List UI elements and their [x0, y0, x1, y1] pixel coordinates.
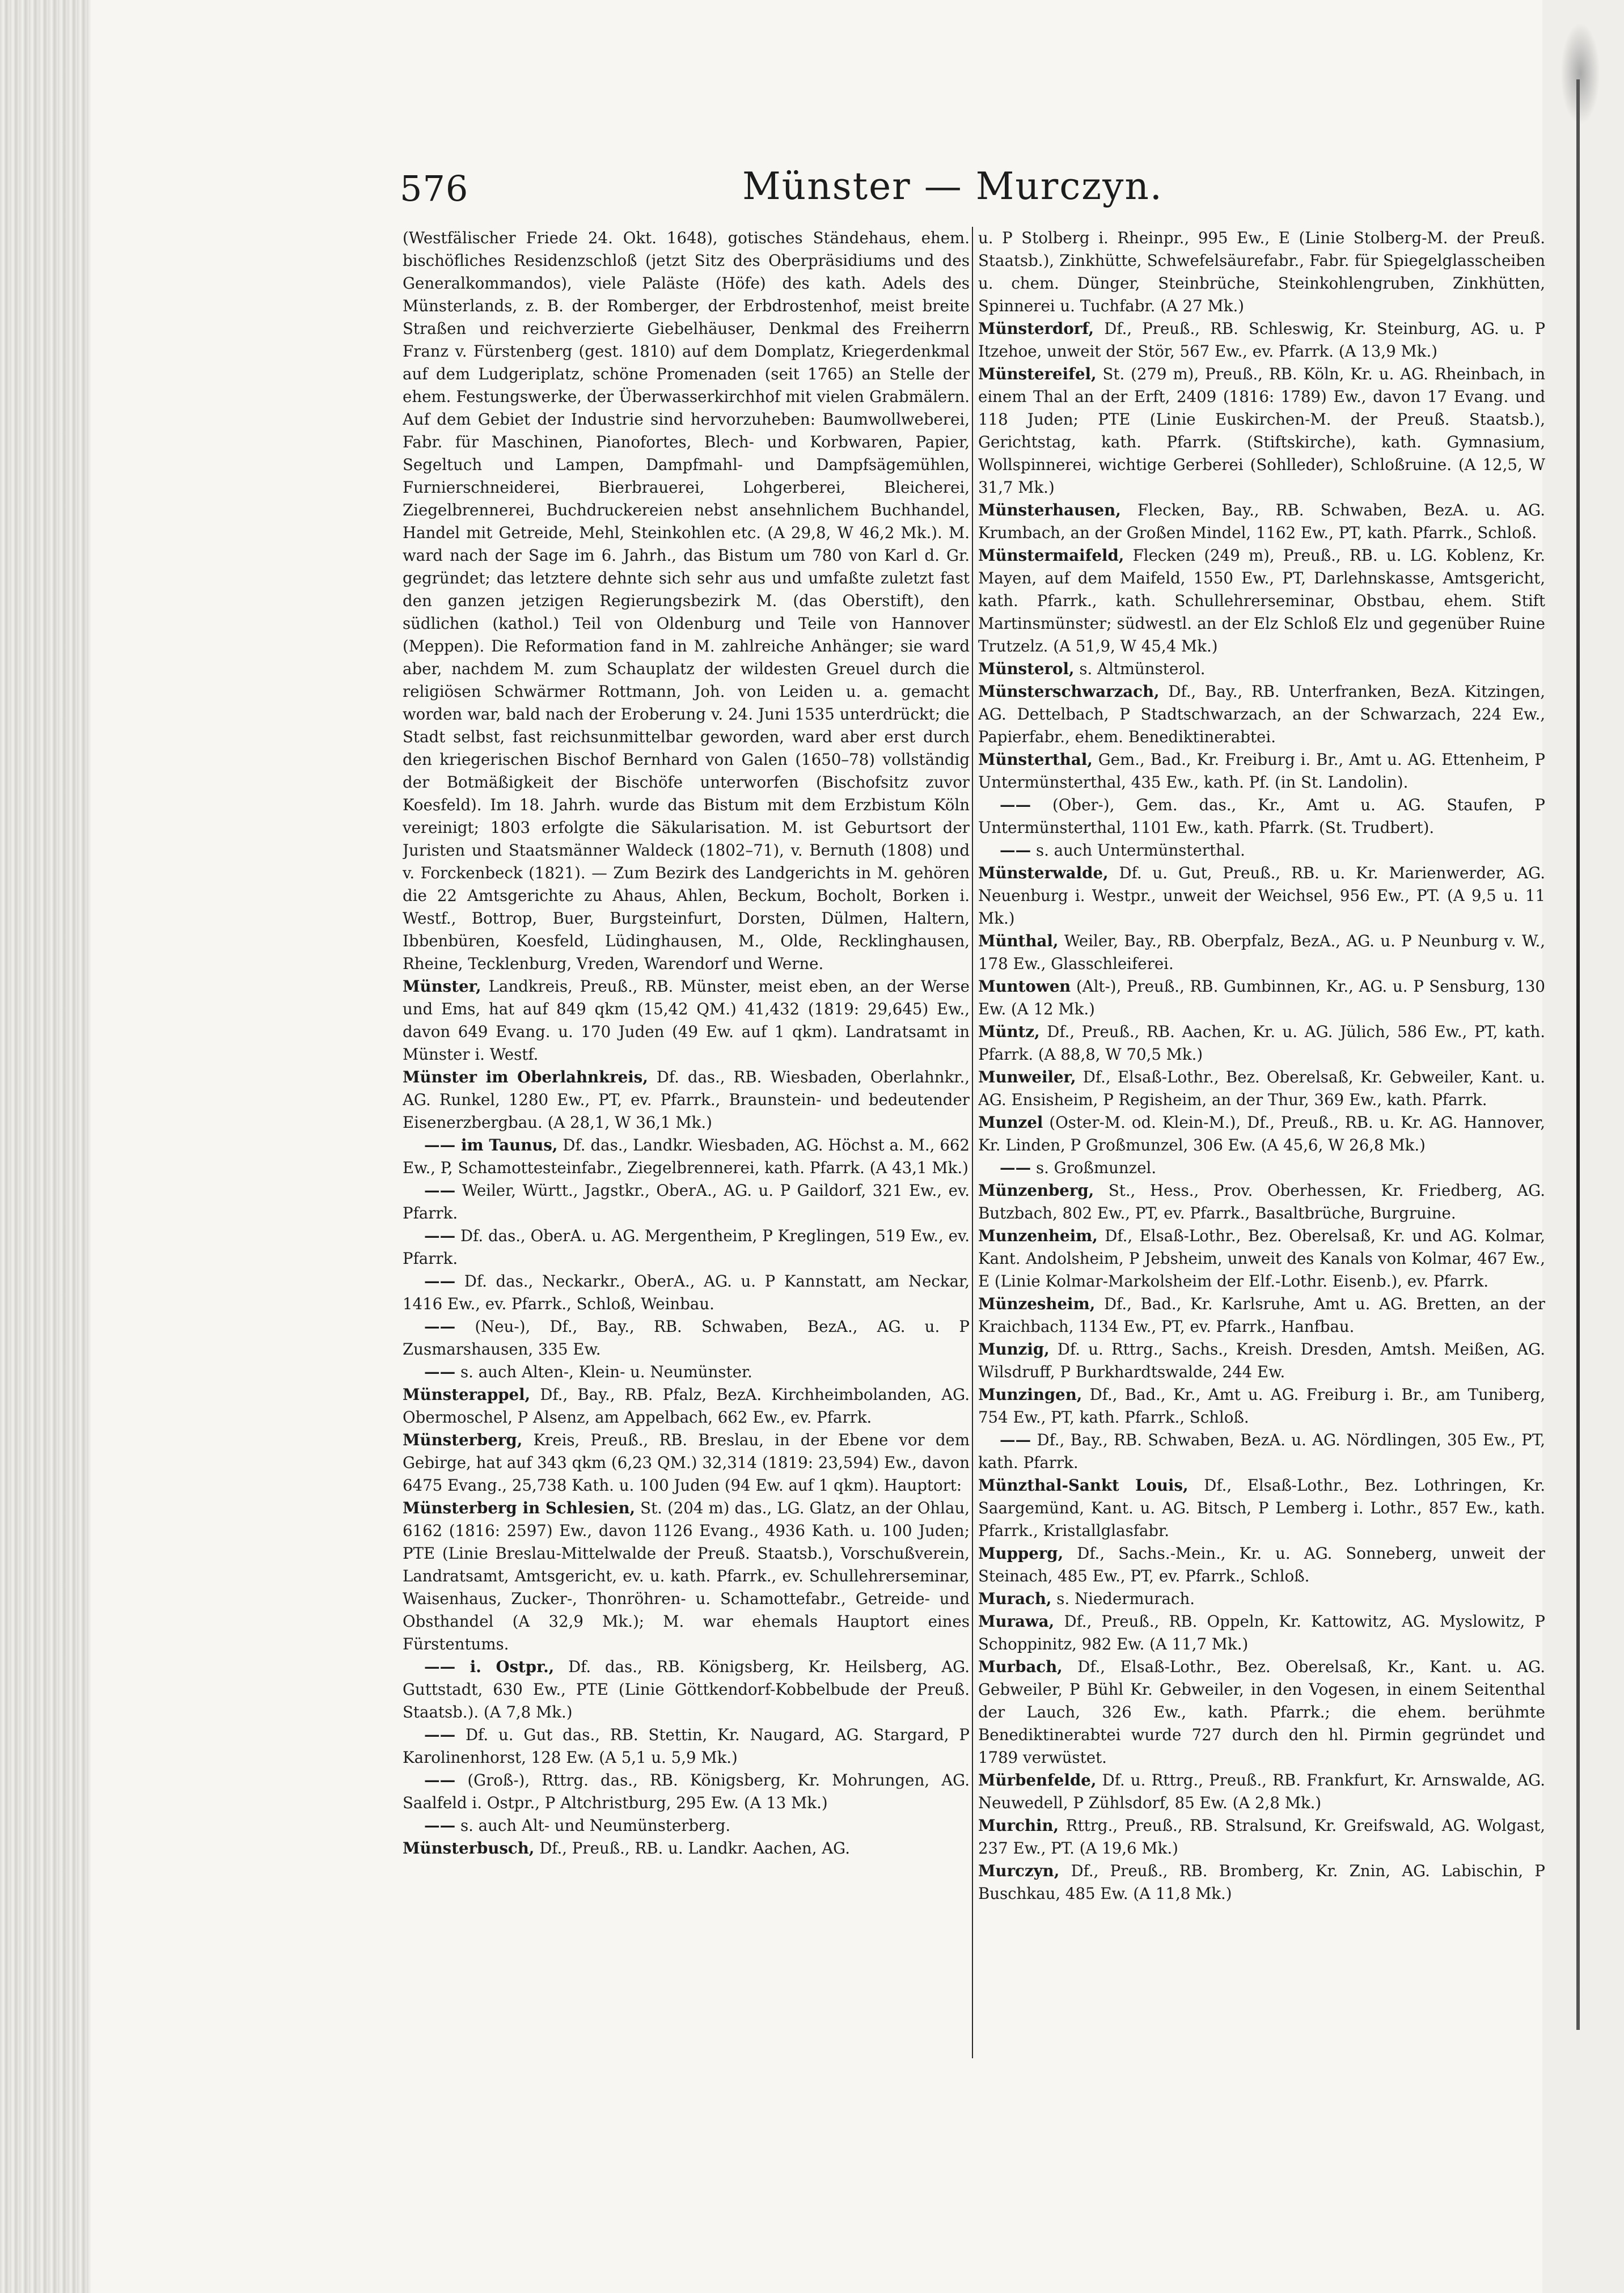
scan-binding-shadow: [0, 0, 91, 2293]
entry-text: Df., Bay., RB. Schwaben, BezA. u. AG. Nördlingen, 305 Ew., PT, kath. Pfarrk.: [978, 1431, 1545, 1472]
dictionary-entry: [978, 499, 1545, 544]
dictionary-entry: [978, 1021, 1545, 1066]
running-head: Münster — Murczyn.: [742, 164, 1163, 208]
entry-headword: ——: [424, 1771, 456, 1789]
entry-headword: ——: [424, 1181, 456, 1200]
entry-headword: ——: [424, 1725, 456, 1744]
entry-text: u. P Stolberg i. Rheinpr., 995 Ew., E (Linie Stolberg-M. der Preuß. Staatsb.), Zinkhütte, Schwefelsäurefabr., Fabr. für Spiegelglasscheiben u. chem. Dünger, Steinbrüche, Steinkohlengruben, Zinkhütten, Spinnerei u. Tuchfabr. (A 27 Mk.): [978, 229, 1545, 315]
dictionary-entry: [978, 544, 1545, 658]
entry-headword: Münsterol,: [978, 659, 1075, 678]
entry-text: Flecken (249 m), Preuß., RB. u. LG. Koblenz, Kr. Mayen, auf dem Maifeld, 1550 Ew., PT, Darlehnskasse, Amtsgericht, kath. Pfarrk., kath. Schullehrerseminar, Obstbau, ehem. Stift Martinsmünster; südwestl. an der Elz Schloß Elz und gegenüber Ruine Trutzelz. (A 51,9, W 45,4 Mk.): [978, 546, 1545, 655]
entry-text: Df. u. Rttrg., Preuß., RB. Frankfurt, Kr. Arnswalde, AG. Neuwedell, P Zühlsdorf, 85 Ew. (A 2,8 Mk.): [978, 1771, 1545, 1812]
dictionary-entry: [403, 227, 970, 975]
entry-text: (Alt-), Preuß., RB. Gumbinnen, Kr., AG. u. P Sensburg, 130 Ew. (A 12 Mk.): [978, 977, 1545, 1018]
entry-text: s. auch Untermünsterthal.: [1035, 841, 1245, 860]
dictionary-entry: [403, 1384, 970, 1429]
entry-text: Df. das., Neckarkr., OberA., AG. u. P Kannstatt, am Neckar, 1416 Ew., ev. Pfarrk., Schloß, Weinbau.: [403, 1272, 970, 1313]
entry-headword: Münthal,: [978, 932, 1059, 950]
dictionary-entry: [978, 748, 1545, 794]
dictionary-entry: [978, 1225, 1545, 1293]
entry-text: Flecken, Bay., RB. Schwaben, BezA. u. AG. Krumbach, an der Großen Mindel, 1162 Ew., PT, kath. Pfarrk., Schloß.: [978, 501, 1545, 542]
entry-headword: Münsterappel,: [403, 1385, 531, 1404]
entry-text: Landkreis, Preuß., RB. Münster, meist eben, an der Werse und Ems, hat auf 849 qkm (15,42 QM.) 41,432 (1819: 29,645) Ew., davon 649 Evang. u. 170 Juden (49 Ew. auf 1 qkm). Landratsamt in Münster i. Westf.: [403, 977, 970, 1064]
entry-text: s. Niedermurach.: [1056, 1589, 1195, 1608]
entry-text: Df., Bad., Kr., Amt u. AG. Freiburg i. Br., am Tuniberg, 754 Ew., PT, kath. Pfarrk., Schloß.: [978, 1385, 1545, 1427]
entry-text: Df. das., RB. Wiesbaden, Oberlahnkr., AG. Runkel, 1280 Ew., PT, ev. Pfarrk., Braunstein- und bedeutender Eisenerzbergbau. (A 28,1, W 36,1 Mk.): [403, 1068, 970, 1132]
entry-text: Df., Bay., RB. Pfalz, BezA. Kirchheimbolanden, AG. Obermoschel, P Alsenz, am Appelbach, 662 Ew., ev. Pfarrk.: [403, 1385, 970, 1427]
entry-headword: Münsterberg,: [403, 1431, 523, 1449]
entry-text: St., Hess., Prov. Oberhessen, Kr. Friedberg, AG. Butzbach, 802 Ew., PT, ev. Pfarrk., Basaltbrüche, Burgruine.: [978, 1181, 1545, 1222]
dictionary-entry: [403, 1225, 970, 1270]
entry-headword: Münstermaifeld,: [978, 546, 1124, 565]
entry-headword: ——: [424, 1226, 456, 1245]
entry-text: s. auch Alt- und Neumünsterberg.: [460, 1816, 731, 1835]
entry-text: Df. u. Gut, Preuß., RB. u. Kr. Marienwerder, AG. Neuenburg i. Westpr., unweit der Weichsel, 956 Ew., PT. (A 9,5 u. 11 Mk.): [978, 864, 1545, 928]
entry-text: Gem., Bad., Kr. Freiburg i. Br., Amt u. AG. Ettenheim, P Untermünsterthal, 435 Ew., kath. Pf. (in St. Landolin).: [978, 750, 1545, 792]
dictionary-entry: [978, 930, 1545, 975]
entry-text: Df., Elsaß-Lothr., Bez. Oberelsaß, Kr., Kant. u. AG. Gebweiler, P Bühl Kr. Gebweiler, in den Vogesen, in einem Seitenthal der Lauch, 326 Ew., kath. Pfarrk.; die ehem. berühmte Benediktinerabtei wurde 727 durch den hl. Pirmin gegründet und 1789 verwüstet.: [978, 1657, 1545, 1767]
entry-text: (Groß-), Rttrg. das., RB. Königsberg, Kr. Mohrungen, AG. Saalfeld i. Ostpr., P Altchristburg, 295 Ew. (A 13 Mk.): [403, 1771, 970, 1812]
entry-headword: —— i. Ostpr.,: [424, 1657, 555, 1676]
page-number: 576: [400, 168, 469, 209]
dictionary-entry: [403, 1814, 970, 1837]
entry-text: Weiler, Württ., Jagstkr., OberA., AG. u. P Gaildorf, 321 Ew., ev. Pfarrk.: [403, 1181, 970, 1222]
dictionary-entry: [978, 1384, 1545, 1429]
dictionary-entry: [978, 1814, 1545, 1860]
entry-headword: Müntz,: [978, 1022, 1040, 1041]
entry-headword: Munzig,: [978, 1340, 1050, 1359]
entry-headword: Münzthal-Sankt Louis,: [978, 1476, 1189, 1495]
entry-headword: Münsterthal,: [978, 750, 1093, 769]
dictionary-entry: [978, 975, 1545, 1021]
dictionary-entry: [403, 1134, 970, 1179]
entry-text: Weiler, Bay., RB. Oberpfalz, BezA., AG. u. P Neunburg v. W., 178 Ew., Glasschleiferei.: [978, 932, 1545, 973]
dictionary-entry: [403, 1497, 970, 1656]
entry-headword: Muntowen: [978, 977, 1071, 996]
entry-text: Df., Preuß., RB. Bromberg, Kr. Znin, AG. Labischin, P Buschkau, 485 Ew. (A 11,8 Mk.): [978, 1862, 1545, 1903]
entry-text: Df., Preuß., RB. Schleswig, Kr. Steinburg, AG. u. P Itzehoe, unweit der Stör, 567 Ew., ev. Pfarrk. (A 13,9 Mk.): [978, 319, 1545, 361]
dictionary-entry: [978, 1769, 1545, 1814]
dictionary-entry: [403, 1769, 970, 1814]
dictionary-entry: [403, 1179, 970, 1225]
dictionary-entry: [403, 1429, 970, 1497]
entry-headword: ——: [1000, 841, 1031, 860]
entry-text: Df., Preuß., RB. Aachen, Kr. u. AG. Jülich, 586 Ew., PT, kath. Pfarrk. (A 88,8, W 70,5 Mk.): [978, 1022, 1545, 1064]
entry-text: s. Altmünsterol.: [1079, 659, 1206, 678]
dictionary-entry: [978, 862, 1545, 930]
entry-headword: Münsterhausen,: [978, 501, 1121, 519]
dictionary-entry: [978, 1179, 1545, 1225]
entry-text: St. (204 m) das., LG. Glatz, an der Ohlau, 6162 (1816: 2597) Ew., davon 1126 Evang., 4936 Kath. u. 100 Juden; PTE (Linie Breslau-Mittelwalde der Preuß. Staatsb.), Vorschußverein, Landratsamt, Amtsgericht, ev. u. kath. Pfarrk., ev. Schullehrerseminar, Waisenhaus, Zucker-, Thonröhren- u. Schamottefabr., Getreide- und Obsthandel (A 32,9 Mk.); M. war ehemals Hauptort eines Fürstentums.: [403, 1499, 970, 1653]
entry-text: s. Großmunzel.: [1035, 1158, 1157, 1177]
dictionary-entry: [978, 1542, 1545, 1588]
dictionary-entry: [978, 227, 1545, 318]
dictionary-entry: [403, 975, 970, 1066]
dictionary-entry: [403, 1066, 970, 1134]
scan-edge-smudge: [1560, 23, 1600, 125]
entry-text: Df., Elsaß-Lothr., Bez. Oberelsaß, Kr. und AG. Kolmar, Kant. Andolsheim, P Jebsheim, unweit des Kanals von Kolmar, 467 Ew., E (Linie Kolmar-Markolsheim der Elf.-Lothr. Eisenb.), ev. Pfarrk.: [978, 1226, 1545, 1291]
entry-headword: Munzel: [978, 1113, 1043, 1132]
entry-text: Df., Preuß., RB. u. Landkr. Aachen, AG.: [539, 1839, 851, 1858]
entry-text: (Westfälischer Friede 24. Okt. 1648), gotisches Ständehaus, ehem. bischöfliches Residenzschloß (jetzt Sitz des Oberpräsidiums und des Generalkommandos), viele Paläste (Höfe) des kath. Adels des Münsterlands, z. B. der Romberger, der Erbdrostenhof, meist breite Straßen und reichverzierte Giebelhäuser, Denkmal des Freiherrn Franz v. Fürstenberg (gest. 1810) auf dem Domplatz, Kriegerdenkmal auf dem Ludgeriplatz, schöne Promenaden (seit 1765) an Stelle der ehem. Festungswerke, der Überwasserkirchhof mit vielen Grabmälern. Auf dem Gebiet der Industrie sind hervorzuheben: Baumwollweberei, Fabr. für Maschinen, Pianofortes, Blech- und Korbwaren, Papier, Segeltuch und Lampen, Dampfmahl- und Dampfsägemühlen, Furnierschneiderei, Bierbrauerei, Lohgerberei, Bleicherei, Ziegelbrennerei, Buchdruckereien nebst ansehnlichem Buchhandel, Handel mit Getreide, Mehl, Steinkohlen etc. (A 29,8, W 46,2 Mk.). M. ward nach der Sage im 6. Jahrh., das Bistum um 780 von Karl d. Gr. gegründet; das letztere dehnte sich sehr aus und umfaßte zuletzt fast den ganzen jetzigen Regierungsbezirk M. (das Oberstift), den südlichen (kathol.) Teil von Oldenburg und Teile von Hannover (Meppen). Die Reformation fand in M. zahlreiche Anhänger; sie ward aber, nachdem M. zum Schauplatz der wildesten Greuel durch die religiösen Schwärmer Rottmann, Joh. von Leiden u. a. gemacht worden war, bald nach der Eroberung v. 24. Juni 1535 unterdrückt; die Stadt selbst, fast reichsunmittelbar geworden, ward aber erst durch den kriegerischen Bischof Bernhard von Galen (1650–78) vollständig der Botmäßigkeit der Bischöfe unterworfen (Bischofsitz zuvor Koesfeld). Im 18. Jahrh. wurde das Bistum mit dem Erzbistum Köln vereinigt; 1803 erfolgte die Säkularisation. M. ist Geburtsort der Juristen und Staatsmänner Waldeck (1802–71), v. Bernuth (1808) und v. Forckenbeck (1821). — Zum Bezirk des Landgerichts in M. gehören die 22 Amtsgerichte zu Ahaus, Ahlen, Beckum, Bocholt, Borken i. Westf., Bottrop, Buer, Burgsteinfurt, Dorsten, Dülmen, Haltern, Ibbenbüren, Koesfeld, Lüdinghausen, M., Olde, Recklinghausen, Rheine, Tecklenburg, Vreden, Warendorf und Werne.: [403, 229, 970, 973]
entry-text: Df. u. Gut das., RB. Stettin, Kr. Naugard, AG. Stargard, P Karolinenhorst, 128 Ew. (A 5,1 u. 5,9 Mk.): [403, 1725, 970, 1767]
entry-headword: ——: [1000, 1431, 1031, 1449]
entry-headword: Murchin,: [978, 1816, 1059, 1835]
entry-text: Df., Sachs.-Mein., Kr. u. AG. Sonneberg, unweit der Steinach, 485 Ew., PT, ev. Pfarrk., Schloß.: [978, 1544, 1545, 1585]
entry-text: Df., Bay., RB. Unterfranken, BezA. Kitzingen, AG. Dettelbach, P Stadtschwarzach, an der Schwarzach, 224 Ew., Papierfabr., ehem. Benediktinerabtei.: [978, 682, 1545, 746]
column-rule: [972, 227, 973, 2058]
entry-headword: Munzenheim,: [978, 1226, 1098, 1245]
left-column: [403, 227, 970, 2070]
entry-text: s. auch Alten-, Klein- u. Neumünster.: [460, 1363, 752, 1381]
entry-headword: Münsterbusch,: [403, 1839, 535, 1858]
dictionary-entry: [403, 1361, 970, 1384]
entry-text: Df., Preuß., RB. Oppeln, Kr. Kattowitz, AG. Myslowitz, P Schoppinitz, 982 Ew. (A 11,7 Mk.): [978, 1612, 1545, 1653]
entry-text: (Neu-), Df., Bay., RB. Schwaben, BezA., AG. u. P Zusmarshausen, 335 Ew.: [403, 1317, 970, 1359]
entry-headword: Murach,: [978, 1589, 1052, 1608]
dictionary-entry: [403, 1724, 970, 1769]
dictionary-entry: [403, 1270, 970, 1315]
entry-text: (Oster-M. od. Klein-M.), Df., Preuß., RB. u. Kr. AG. Hannover, Kr. Linden, P Großmunzel, 306 Ew. (A 45,6, W 26,8 Mk.): [978, 1113, 1545, 1154]
entry-headword: Murczyn,: [978, 1862, 1060, 1880]
entry-text: Rttrg., Preuß., RB. Stralsund, Kr. Greifswald, AG. Wolgast, 237 Ew., PT. (A 19,6 Mk.): [978, 1816, 1545, 1858]
entry-headword: Murawa,: [978, 1612, 1055, 1631]
entry-text: St. (279 m), Preuß., RB. Köln, Kr. u. AG. Rheinbach, in einem Thal an der Erft, 2409 (1816: 1789) Ew., davon 17 Evang. und 118 Juden; PTE (Linie Euskirchen-M. der Preuß. Staatsb.), Gerichtstag, kath. Pfarrk. (Stiftskirche), kath. Gymnasium, Wollspinnerei, wichtige Gerberei (Sohlleder), Schloßruine. (A 12,5, W 31,7 Mk.): [978, 365, 1545, 497]
entry-text: Df. u. Rttrg., Sachs., Kreish. Dresden, Amtsh. Meißen, AG. Wilsdruff, P Burkhardtswalde, 244 Ew.: [978, 1340, 1545, 1381]
entry-headword: Munzingen,: [978, 1385, 1082, 1404]
entry-text: Kreis, Preuß., RB. Breslau, in der Ebene vor dem Gebirge, hat auf 343 qkm (6,23 QM.) 32,314 (1819: 23,594) Ew., davon 6475 Evang., 25,738 Kath. u. 100 Juden (94 Ew. auf 1 qkm). Hauptort:: [403, 1431, 970, 1495]
entry-headword: Mürbenfelde,: [978, 1771, 1097, 1789]
entry-text: Df., Elsaß-Lothr., Bez. Lothringen, Kr. Saargemünd, Kant. u. AG. Bitsch, P Lemberg i. Lothr., 857 Ew., kath. Pfarrk., Kristallglasfabr.: [978, 1476, 1545, 1540]
entry-headword: Münzenberg,: [978, 1181, 1094, 1200]
dictionary-entry: [978, 680, 1545, 748]
entry-headword: Murbach,: [978, 1657, 1063, 1676]
entry-headword: Münzesheim,: [978, 1294, 1096, 1313]
dictionary-entry: [978, 1066, 1545, 1111]
entry-headword: ——: [424, 1272, 456, 1291]
entry-headword: Münsterdorf,: [978, 319, 1094, 338]
dictionary-entry: [978, 839, 1545, 862]
entry-headword: ——: [424, 1363, 456, 1381]
right-column: [978, 227, 1545, 2070]
entry-headword: Munweiler,: [978, 1068, 1076, 1086]
dictionary-entry: [978, 1429, 1545, 1474]
dictionary-entry: [978, 1338, 1545, 1384]
dictionary-entry: [978, 794, 1545, 839]
dictionary-entry: [978, 1610, 1545, 1656]
entry-headword: ——: [1000, 1158, 1031, 1177]
dictionary-entry: [978, 1860, 1545, 1905]
entry-headword: Münsterberg in Schlesien,: [403, 1499, 636, 1517]
entry-headword: Münsterwalde,: [978, 864, 1109, 882]
entry-headword: ——: [424, 1317, 456, 1336]
entry-text: (Ober-), Gem. das., Kr., Amt u. AG. Staufen, P Untermünsterthal, 1101 Ew., kath. Pfarrk. (St. Trudbert).: [978, 796, 1545, 837]
entry-text: Df. das., OberA. u. AG. Mergentheim, P Kreglingen, 519 Ew., ev. Pfarrk.: [403, 1226, 970, 1268]
entry-text: Df., Elsaß-Lothr., Bez. Oberelsaß, Kr. Gebweiler, Kant. u. AG. Ensisheim, P Regisheim, an der Thur, 369 Ew., kath. Pfarrk.: [978, 1068, 1545, 1109]
entry-headword: —— im Taunus,: [424, 1136, 558, 1154]
dictionary-entry: [403, 1837, 970, 1860]
dictionary-entry: [978, 363, 1545, 499]
dictionary-entry: [978, 1111, 1545, 1157]
dictionary-entry: [978, 318, 1545, 363]
entry-text: Df. das., Landkr. Wiesbaden, AG. Höchst a. M., 662 Ew., P, Schamottesteinfabr., Ziegelbrennerei, kath. Pfarrk. (A 43,1 Mk.): [403, 1136, 970, 1177]
dictionary-entry: [403, 1315, 970, 1361]
dictionary-entry: [978, 658, 1545, 680]
dictionary-entry: [978, 1474, 1545, 1542]
page-edge-line: [1576, 79, 1580, 2030]
dictionary-entry: [978, 1157, 1545, 1179]
entry-headword: Münstereifel,: [978, 365, 1097, 383]
dictionary-entry: [403, 1656, 970, 1724]
entry-headword: Mupperg,: [978, 1544, 1064, 1563]
entry-text: Df. das., RB. Königsberg, Kr. Heilsberg, AG. Guttstadt, 630 Ew., PTE (Linie Göttkendorf-Kobbelbude der Preuß. Staatsb.). (A 7,8 Mk.): [403, 1657, 970, 1721]
dictionary-entry: [978, 1588, 1545, 1610]
entry-headword: Münsterschwarzach,: [978, 682, 1160, 701]
entry-headword: Münster im Oberlahnkreis,: [403, 1068, 648, 1086]
entry-headword: Münster,: [403, 977, 481, 996]
dictionary-entry: [978, 1656, 1545, 1769]
entry-headword: ——: [1000, 796, 1031, 814]
dictionary-entry: [978, 1293, 1545, 1338]
entry-headword: ——: [424, 1816, 456, 1835]
entry-text: Df., Bad., Kr. Karlsruhe, Amt u. AG. Bretten, an der Kraichbach, 1134 Ew., PT, ev. Pfarrk., Hanfbau.: [978, 1294, 1545, 1336]
